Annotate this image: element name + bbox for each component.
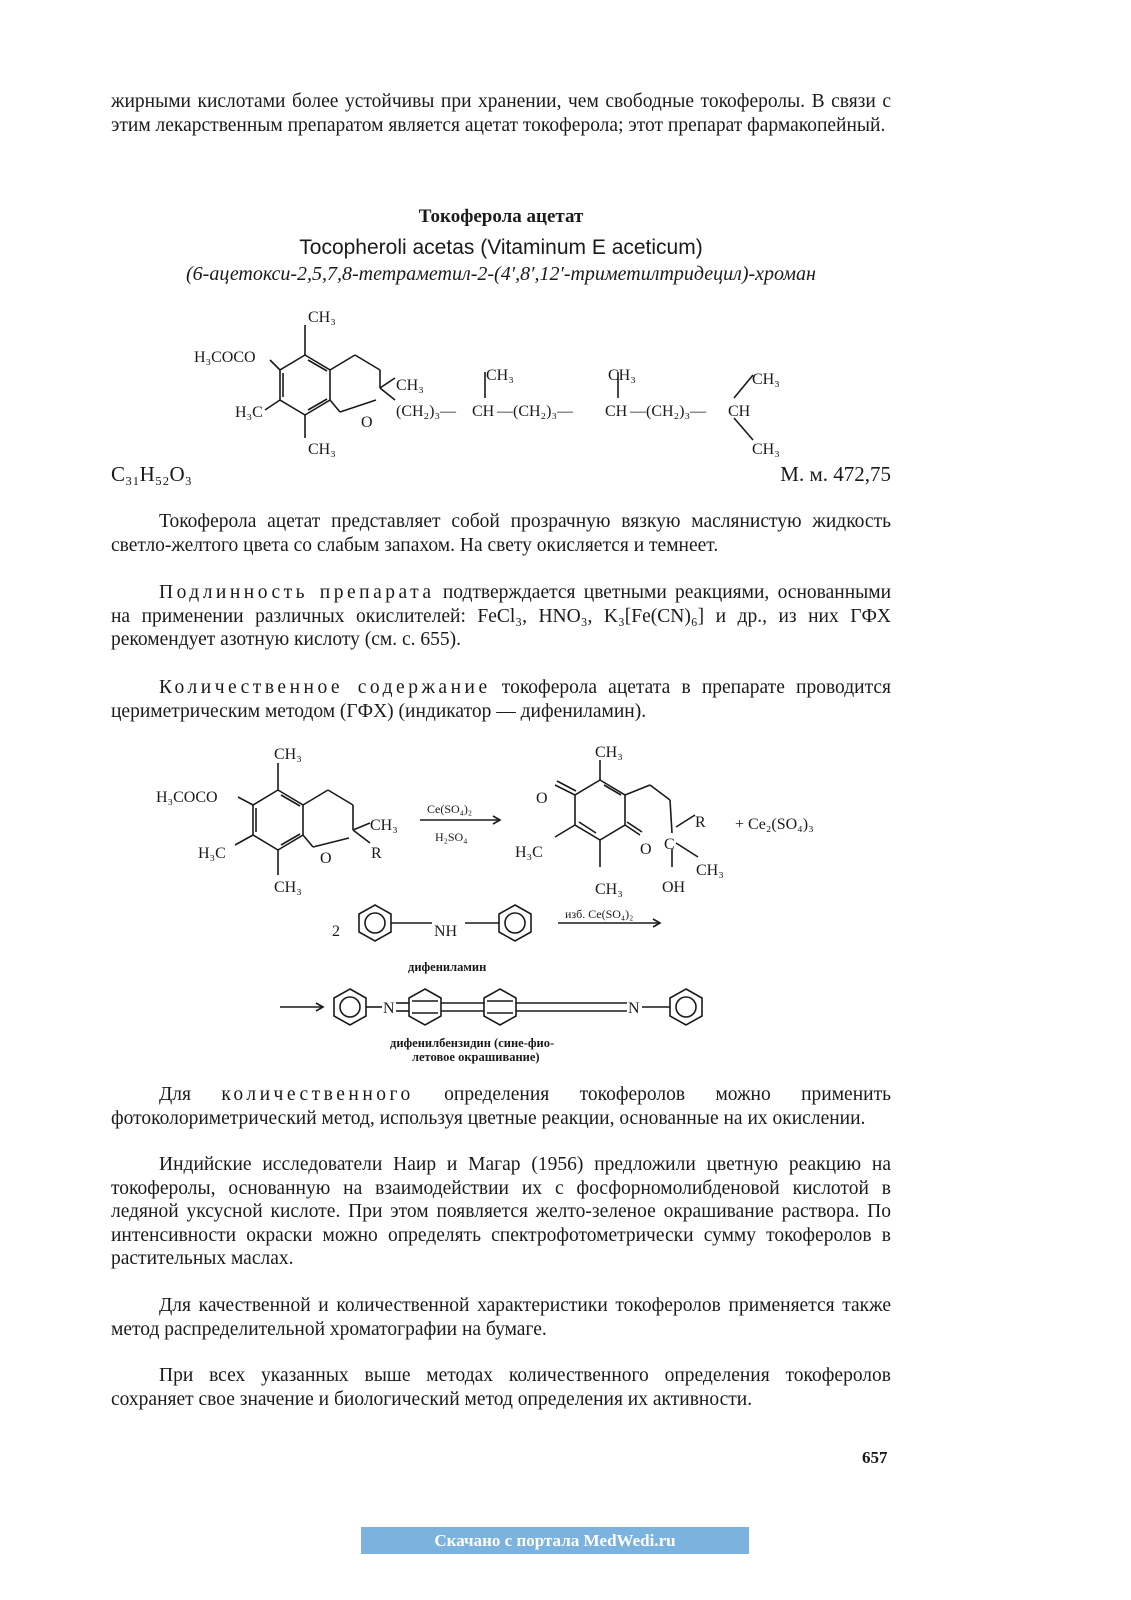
product-methyl-top: CH₃ — [595, 745, 623, 761]
product-oxygen-top: O — [536, 790, 548, 807]
reactant-methyl-left: H₃C — [198, 845, 226, 862]
diphenylamine-caption: дифениламин — [408, 960, 487, 974]
chain-segment-1: (CH₂)₃— — [396, 403, 457, 420]
product-caption-line1: дифенилбензидин (сине-фио- — [390, 1036, 555, 1050]
description-paragraph: Токоферола ацетат представляет собой прозрачную вязкую маслянистую жидкость светло-желтого цвета со слабым запахом. На свету окисляется и темнеет. — [111, 511, 891, 556]
photocolorimetry-paragraph — [111, 1083, 891, 1130]
authenticity-lead: Подлинность препарата — [159, 582, 435, 603]
chain-ch-terminal: CH — [728, 403, 751, 420]
watermark-banner: Скачано с портала MedWedi.ru — [361, 1527, 749, 1554]
quantitative-text: токоферола ацетата в препарате проводится цериметрическим методом (ГФХ) (индикатор — дифениламин). — [111, 677, 891, 722]
terminal-methyl-bottom: CH₃ — [752, 441, 780, 458]
azo-nitrogen-right: N — [628, 1000, 640, 1017]
reagent-ce-sulfate: Ce(SO₄)₂ — [427, 802, 473, 816]
chromatography-paragraph: Для качественной и количественной характеристики токоферолов применяется также метод распределительной хроматографии на бумаге. — [111, 1295, 891, 1340]
molar-mass: М. м. 472,75 — [780, 462, 891, 486]
reactant-r-group: R — [371, 845, 382, 862]
methyl-label-left: H₃C — [235, 404, 263, 421]
authenticity-text: подтверждается цветными реакциями, основанными на применении различных окислителей: FeCl₃, HNO₃, K₃[Fe(CN)₆] и др., из них ГФХ рекомендует азотную кислоту (см. с. 655). — [111, 582, 892, 651]
compound-iupac-name: (6-ацетокси-2,5,7,8-тетраметил-2-(4′,8′,12′-триметилтридецил)-хроман — [186, 263, 816, 285]
terminal-methyl-top: CH₃ — [752, 371, 780, 388]
reactant-methyl-top: CH₃ — [274, 746, 302, 763]
product-oxygen-right: O — [640, 841, 652, 858]
intro-paragraph: жирными кислотами более устойчивы при хранении, чем свободные токоферолы. В связи с этим лекарственным препаратом является ацетат токоферола; этот препарат фармакопейный. — [111, 91, 891, 136]
chain-methyl-1: CH₃ — [486, 367, 514, 384]
product-carbon: C — [664, 836, 675, 853]
product-caption-line2: летовое окрашивание) — [412, 1050, 540, 1064]
tocopherol-acetate-structure — [190, 300, 810, 460]
chain-ch-2: CH — [605, 403, 628, 420]
photocolorimetry-text: определения токоферолов можно применить фотоколориметрический метод, используя цветные реакции, основанные на их окислении. — [111, 1084, 891, 1129]
methyl-label-bottom: CH₃ — [308, 441, 336, 458]
chain-segment-3: —(CH₂)₃— — [630, 403, 707, 420]
compound-latin-name: Tocopheroli acetas (Vitaminum E aceticum) — [299, 236, 703, 259]
product-methyl-c: CH₃ — [696, 862, 724, 879]
indian-researchers-paragraph: Индийские исследователи Наир и Магар (1956) предложили цветную реакцию на токоферолы, основанную на взаимодействии их с фосфорномолибденовой кислотой в ледяной уксусной кислоте. При этом появляется желто-зеленое окрашивание раствора. По интенсивности окраски можно определять спектрофотометрически сумму токоферолов в растительных маслах. — [111, 1154, 891, 1270]
stoichiometric-coefficient: 2 — [332, 923, 340, 940]
reactant-acetoxy: H₃COCO — [156, 789, 218, 806]
chain-methyl-2: CH₃ — [608, 367, 636, 384]
reactant-ring-oxygen: O — [320, 850, 332, 867]
molecular-formula: C₃₁H₅₂O₃ — [111, 462, 192, 486]
product-r-group: R — [695, 814, 706, 831]
reagent-sulfuric-acid: H₂SO₄ — [435, 830, 468, 844]
chain-segment-2: —(CH₂)₃— — [497, 403, 574, 420]
azo-nitrogen-left: N — [383, 1000, 395, 1017]
cerimetry-reaction-scheme — [150, 745, 900, 1070]
page-number: 657 — [862, 1448, 888, 1467]
reactant-methyl-bottom: CH₃ — [274, 879, 302, 896]
reactant-methyl-c2: CH₃ — [370, 817, 398, 834]
excess-reagent: изб. Ce(SO₄)₂ — [565, 907, 634, 921]
cerium-byproduct: + Ce₂(SO₄)₃ — [735, 816, 814, 833]
photocolorimetry-spaced: количественного — [221, 1084, 414, 1105]
methyl-label-c2: CH₃ — [396, 377, 424, 394]
product-hydroxyl: OH — [662, 879, 686, 896]
photocolorimetry-pre: Для — [159, 1084, 222, 1105]
amine-nh: NH — [434, 923, 458, 940]
methyl-label-top: CH₃ — [308, 309, 336, 326]
authenticity-paragraph — [111, 581, 891, 652]
product-methyl-bottom: CH₃ — [595, 881, 623, 898]
quantitative-paragraph — [111, 676, 891, 723]
quantitative-lead: Количественное содержание — [159, 677, 491, 698]
biological-method-paragraph: При всех указанных выше методах количественного определения токоферолов сохраняет свое значение и биологический метод определения их активности. — [111, 1365, 891, 1410]
ring-oxygen-label: O — [361, 414, 373, 431]
formula-row — [111, 462, 891, 492]
acetoxy-label: H₃COCO — [194, 349, 256, 366]
compound-title: Токоферола ацетат — [418, 206, 584, 227]
chain-ch-1: CH — [472, 403, 495, 420]
product-methyl-left: H₃C — [515, 844, 543, 861]
